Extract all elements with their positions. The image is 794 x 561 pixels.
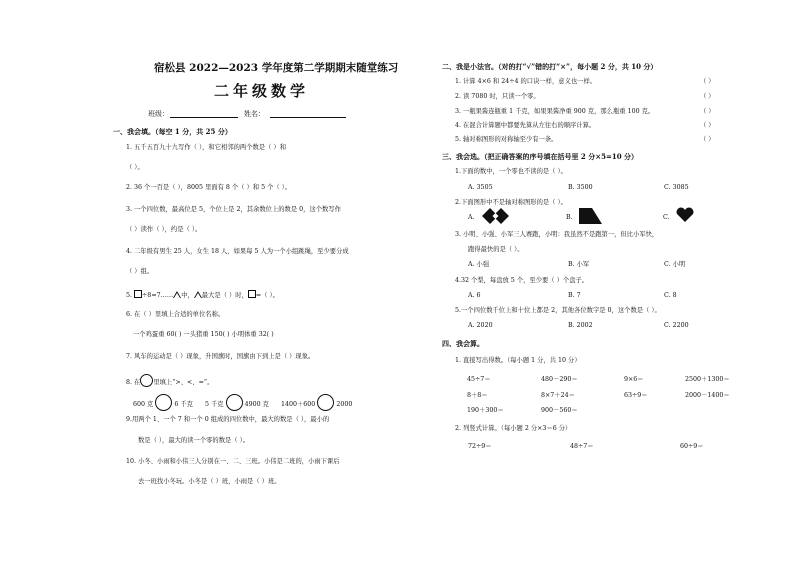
calc-item: 190＋300＝ bbox=[467, 407, 504, 414]
question-1-line-1: 1. 五千五百九十九写作（ ），和它相邻的两个数是（ ）和 bbox=[126, 144, 286, 151]
question-10-line-1: 10. 小冬、小雨和小伟三人分别在一、二、三班。小伟是二班的，小雨下课后 bbox=[126, 458, 340, 465]
choice-option: A. bbox=[468, 214, 475, 221]
question-5-text-3: =（ ）。 bbox=[255, 292, 279, 299]
choice-option: B. 7 bbox=[568, 292, 581, 299]
choice-option: C. 小明 bbox=[664, 261, 686, 268]
question-8 bbox=[126, 374, 213, 387]
compare-circle[interactable] bbox=[155, 394, 172, 411]
calc-item: 8＋8＝ bbox=[467, 392, 488, 399]
choice-option: B. 3500 bbox=[568, 184, 593, 191]
choice-option: B. bbox=[566, 214, 573, 221]
question-8-comparisons bbox=[133, 394, 352, 411]
compare-circle[interactable] bbox=[317, 394, 334, 411]
exam-title: 宿松县 2022—2023 学年度第二学期期末随堂练习 bbox=[154, 62, 399, 74]
judge-item: 2. 读 7080 时，只读一个零。 bbox=[455, 93, 540, 100]
judge-item: 3. 一瓶果酱连瓶重 1 千克，如果果酱净重 900 克，那么瓶重 100 克。 bbox=[455, 108, 655, 115]
question-9-line-2: 数是（ ），最大的读一个零的数是（ ）。 bbox=[138, 437, 250, 444]
choice-option: A. 小强 bbox=[468, 261, 490, 268]
calc-item: 63÷9＝ bbox=[624, 392, 648, 399]
choice-5: 5.一个四位数千位上和十位上都是 2，其他各位数字是 0，这个数是（ ）。 bbox=[455, 307, 661, 314]
class-field[interactable] bbox=[170, 117, 238, 118]
calc-item: 480－290＝ bbox=[541, 376, 578, 383]
question-5-text-1: 中， bbox=[181, 292, 194, 299]
judge-item: 1. 计算 4×6 和 24÷4 的口诀一样，意义也一样。 bbox=[455, 78, 597, 85]
compare-item: 6 千克 bbox=[174, 401, 193, 408]
calc-item: 45÷7＝ bbox=[467, 376, 491, 383]
choice-1: 1.下面的数中，一个零也不读的是（ ）。 bbox=[455, 168, 567, 175]
answer-paren[interactable]: （ ） bbox=[700, 136, 715, 143]
question-2: 2. 36 个一百是（ ），8005 里面有 8 个（ ）和 5 个（ ）。 bbox=[126, 184, 292, 191]
section-3-heading: 三、我会选。（把正确答案的序号填在括号里 2 分×5=10 分） bbox=[442, 152, 639, 161]
question-3-line-2: （ ）读作（ ），约是（ ）。 bbox=[126, 226, 202, 233]
calc-item: 900－560＝ bbox=[541, 407, 578, 414]
question-4-line-1: 4. 二年级有男生 25 人，女生 18 人，如果每 5 人为一个小组跳绳，至少要分成 bbox=[126, 248, 349, 255]
choice-option: B. 小军 bbox=[568, 261, 590, 268]
section-4-heading: 四、我会算。 bbox=[442, 339, 484, 348]
question-8-prefix: 8. 在 bbox=[126, 379, 141, 386]
choice-option: B. 2002 bbox=[568, 322, 593, 329]
section-1-heading: 一、我会填。（每空 1 分，共 25 分） bbox=[113, 127, 232, 136]
question-5-division: ÷8=7…… bbox=[142, 292, 174, 299]
compare-item: 4900 克 bbox=[244, 401, 269, 408]
compare-circle[interactable] bbox=[226, 394, 243, 411]
calc-item: 8×7＋24＝ bbox=[541, 392, 575, 399]
vertical-calc-instructions: 2. 列竖式计算。（每小题 2 分×3＝6 分） bbox=[455, 425, 572, 432]
choice-option: C. 2200 bbox=[664, 322, 689, 329]
vertical-calc-item: 72÷9＝ bbox=[468, 443, 492, 450]
vertical-calc-item: 48÷7＝ bbox=[570, 443, 594, 450]
name-label: 姓名： bbox=[244, 110, 265, 118]
choice-option: C. 8 bbox=[664, 292, 677, 299]
compare-item: 1400＋600 bbox=[280, 401, 316, 408]
trapezoid-icon bbox=[578, 207, 604, 225]
choice-option: C. bbox=[663, 214, 670, 221]
choice-option: A. 2020 bbox=[468, 322, 493, 329]
judge-item: 5. 轴对称图形的对称轴至少有一条。 bbox=[455, 136, 558, 143]
question-5-number: 5. bbox=[126, 292, 133, 299]
choice-option: A. 6 bbox=[468, 292, 481, 299]
class-label: 班级： bbox=[148, 110, 169, 118]
square-icon bbox=[134, 290, 142, 298]
question-10-line-2: 去一班找小冬玩。小冬是（ ）班，小雨是（ ）班。 bbox=[138, 478, 281, 485]
answer-paren[interactable]: （ ） bbox=[700, 108, 715, 115]
vertical-calc-item: 60÷9＝ bbox=[680, 443, 704, 450]
question-6-items: 一个鸡蛋重 60( ) 一头猪重 150( ) 小明体重 32( ) bbox=[133, 331, 274, 338]
choice-2: 2.下面图形中不是轴对称图形的是（ ）。 bbox=[455, 199, 567, 206]
calc-item: 2000－1400＝ bbox=[685, 392, 730, 399]
calc-item: 2500＋1300＝ bbox=[685, 376, 730, 383]
choice-option: C. 3085 bbox=[664, 184, 689, 191]
section-2-heading: 二、我是小法官。（对的打“√”错的打“×”，每小题 2 分，共 10 分） bbox=[442, 62, 658, 71]
calc-instructions: 1. 直接写出得数。（每小题 1 分，共 10 分） bbox=[455, 357, 581, 364]
name-field[interactable] bbox=[270, 117, 346, 118]
triangle-icon bbox=[194, 291, 202, 298]
triangle-icon bbox=[173, 291, 181, 298]
answer-paren[interactable]: （ ） bbox=[700, 78, 715, 85]
choice-3-line-2: 跑得最快的是（ ）。 bbox=[468, 246, 524, 253]
answer-paren[interactable]: （ ） bbox=[700, 93, 715, 100]
question-8-suffix: 里填上“>、<、=”。 bbox=[153, 379, 214, 386]
answer-paren[interactable]: （ ） bbox=[700, 122, 715, 129]
choice-4: 4.32 个梨，每盘放 5 个，至少要（ ）个盘子。 bbox=[455, 277, 589, 284]
square-icon bbox=[248, 290, 256, 298]
question-9-line-1: 9.用两个 1、一个 7 和一个 0 组成的四位数中，最大的数是（ ），最小的 bbox=[126, 416, 330, 423]
compare-item: 600 克 bbox=[133, 401, 154, 408]
choice-option: A. 3505 bbox=[468, 184, 493, 191]
question-7: 7. 风车的运动是（ ）现象，升国旗时，国旗由下到上是（ ）现象。 bbox=[126, 353, 315, 360]
heart-icon bbox=[675, 207, 695, 223]
choice-3-line-1: 3. 小明、小强、小军三人赛跑，小明：我虽然不是跑第一，但比小军快， bbox=[455, 231, 659, 238]
question-3-line-1: 3. 一个四位数，最高位是 5，个位上是 2，其余数位上的数是 0，这个数写作 bbox=[126, 206, 341, 213]
circle-icon bbox=[140, 374, 153, 387]
question-5 bbox=[126, 290, 279, 300]
compare-item: 2000 bbox=[336, 401, 353, 408]
calc-item: 9×6＝ bbox=[624, 376, 644, 383]
question-5-text-2: 最大是（ ）时， bbox=[201, 292, 248, 299]
judge-item: 4. 在混合计算题中都要先算从左往右的顺序计算。 bbox=[455, 122, 596, 129]
page-subtitle: 二年级数学 bbox=[214, 82, 310, 100]
question-6: 6. 在（ ）里填上合适的单位名称。 bbox=[126, 311, 225, 318]
compare-item: 5 千克 bbox=[204, 401, 224, 408]
diamond-pattern-icon bbox=[481, 207, 511, 225]
question-4-line-2: （ ）组。 bbox=[126, 268, 154, 275]
question-1-line-2: （ ）。 bbox=[126, 164, 144, 171]
